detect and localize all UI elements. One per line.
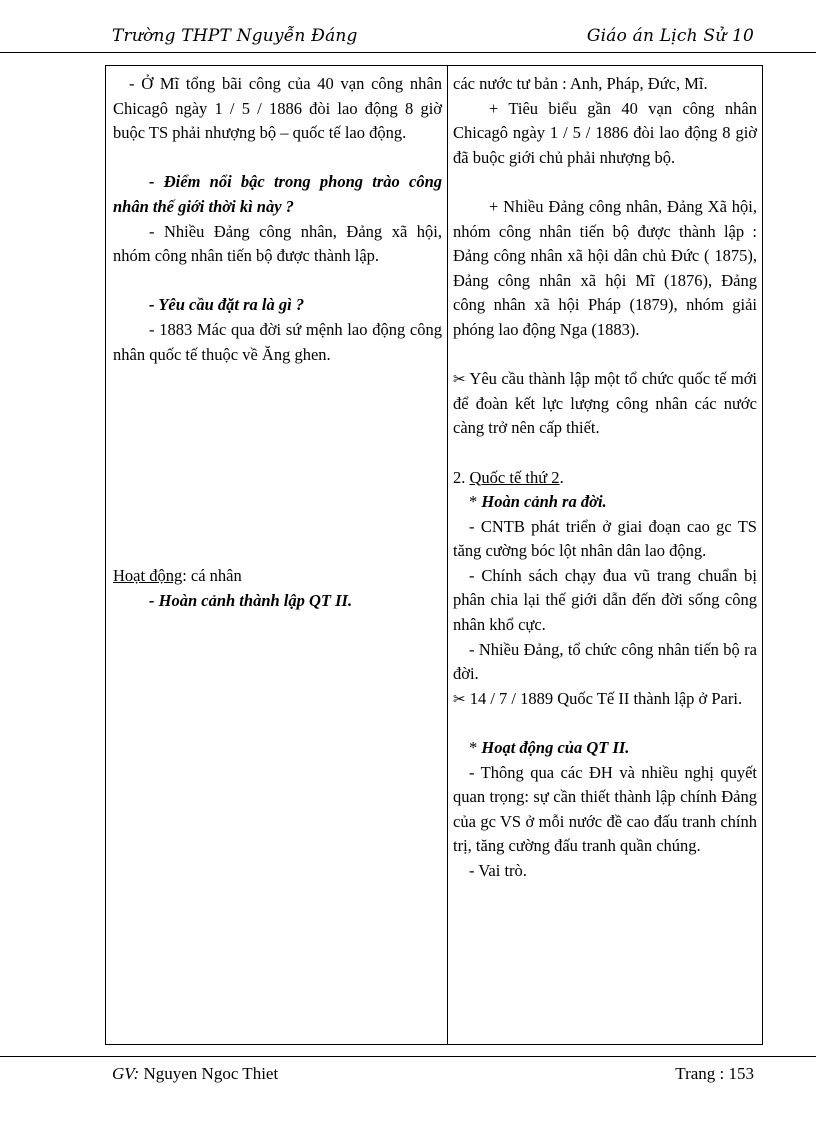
activity-label: Hoạt động — [113, 565, 183, 585]
footer-rule — [0, 1056, 816, 1057]
left-paragraph-3: - 1883 Mác qua đời sứ mệnh lao động công nhân quốc tế thuộc về Ăng ghen. — [113, 319, 442, 364]
page-footer — [112, 1062, 754, 1086]
teacher-name: GV: Nguyen Ngoc Thiet — [112, 1064, 279, 1083]
left-paragraph-1: - Ở Mĩ tổng bãi công của 40 vạn công nhân Chicagô ngày 1 / 5 / 1886 đòi lao động 8 giờ buộc TS phải nhượng bộ – quốc tế lao động. — [113, 74, 442, 143]
school-name: Trường THPT Nguyễn Đáng — [112, 26, 358, 46]
right-paragraph-8: ✂ 14 / 7 / 1889 Quốc Tế II thành lập ở Pari. — [453, 688, 743, 708]
scissors-icon: ✂ — [453, 689, 466, 708]
page-header — [112, 24, 754, 48]
right-paragraph-5: - CNTB phát triển ở giai đoạn cao gc TS tăng cường bóc lột nhân dân lao động. — [453, 516, 757, 561]
activity-type — [113, 564, 442, 589]
right-paragraph-10: - Vai trò. — [469, 861, 527, 880]
right-paragraph-2: + Tiêu biểu gần 40 vạn công nhân Chicagô ngày 1 / 5 / 1886 đòi lao động 8 giờ đã buộc giới chủ phải nhượng bộ. — [453, 98, 757, 167]
right-paragraph-6: - Chính sách chạy đua vũ trang chuẩn bị phân chia lại thế giới dẫn đến đời sống công nhân khổ cực. — [453, 565, 757, 635]
subheading-circumstance: * Hoàn cảnh ra đời. — [469, 492, 607, 512]
section-title: Quốc tế thứ 2 — [469, 467, 560, 487]
right-paragraph-7: - Nhiều Đảng, tổ chức công nhân tiến bộ ra đời. — [453, 639, 757, 684]
content-column — [453, 72, 757, 884]
page-number: Trang : 153 — [675, 1064, 754, 1083]
subheading-activities: * Hoạt động của QT II. — [469, 738, 630, 758]
lesson-table — [105, 65, 763, 1045]
left-paragraph-2: - Nhiều Đảng công nhân, Đảng xã hội, nhóm công nhân tiến bộ được thành lập. — [113, 221, 442, 266]
activity-value: : cá nhân — [182, 565, 242, 585]
right-paragraph-9: - Thông qua các ĐH và nhiều nghị quyết quan trọng: sự cần thiết thành lập chính Đảng của gc VS ở mỗi nước đề cao đấu tranh chính trị, tăng cường đấu tranh quần chúng. — [453, 762, 757, 856]
section-heading: 2. Quốc tế thứ 2. — [453, 467, 564, 487]
question-circumstance: - Hoàn cảnh thành lập QT II. — [149, 590, 353, 610]
right-paragraph-1: các nước tư bản : Anh, Pháp, Đức, Mĩ. — [453, 74, 708, 93]
scissors-icon: ✂ — [453, 370, 466, 389]
subject-title: Giáo án Lịch Sử 10 — [586, 26, 754, 46]
column-divider — [447, 66, 448, 1044]
question-highlight: - Điểm nổi bậc trong phong trào công nhân thế giới thời kì này ? — [113, 172, 442, 216]
header-rule — [0, 52, 816, 53]
right-paragraph-4: ✂ Yêu cầu thành lập một tổ chức quốc tế mới để đoàn kết lực lượng công nhân các nước càng trở nên cấp thiết. — [453, 369, 757, 438]
teacher-activity-column — [113, 72, 442, 613]
right-paragraph-3: + Nhiều Đảng công nhân, Đảng Xã hội, nhóm công nhân tiến bộ được thành lập : Đảng công nhân xã hội dân chủ Đức ( 1875), Đảng công nhân xã hội Mĩ (1876), Đảng công nhân xã hội Pháp (1879), nhóm giải phóng lao động Nga (1883). — [453, 196, 757, 339]
question-requirement: - Yêu cầu đặt ra là gì ? — [149, 295, 305, 315]
